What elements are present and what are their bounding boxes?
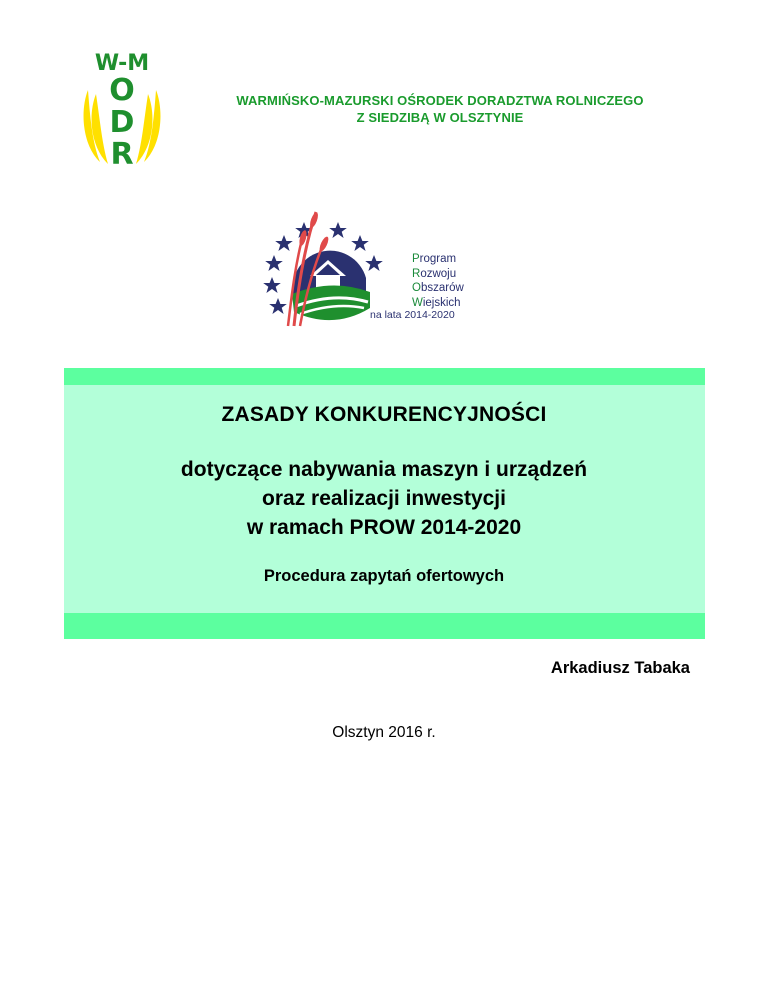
svg-text:R: R	[110, 137, 134, 168]
organization-name-line1: WARMIŃSKO-MAZURSKI OŚRODEK DORADZTWA ROLNICZEGO	[236, 93, 644, 108]
prow-line2-initial: R	[412, 267, 421, 280]
svg-text:D: D	[109, 105, 135, 140]
author-name: Arkadiusz Tabaka	[550, 659, 690, 677]
organization-name	[170, 92, 710, 126]
prow-line2-rest: ozwoju	[420, 267, 457, 280]
svg-text:W-M: W-M	[94, 51, 150, 76]
prow-line1-initial: P	[412, 253, 420, 265]
subtitle-line3: w ramach PROW 2014-2020	[246, 516, 522, 539]
svg-text:O: O	[109, 73, 135, 108]
wmodr-logo	[78, 50, 166, 168]
subtitle-line1: dotyczące nabywania maszyn i urządzeń	[180, 458, 588, 481]
title-box-top-band	[64, 368, 705, 385]
document-subtitle	[0, 455, 768, 542]
document-title: ZASADY KONKURENCYJNOŚCI	[221, 403, 547, 426]
prow-line3-rest: bszarów	[420, 282, 464, 294]
prow-line4-rest: iejskich	[422, 296, 461, 309]
place-and-date: Olsztyn 2016 r.	[332, 724, 436, 741]
title-box-bottom-band	[64, 613, 705, 639]
procedure-subheading: Procedura zapytań ofertowych	[263, 567, 505, 585]
prow-line4-initial: W	[412, 296, 423, 309]
prow-line1-rest: rogram	[419, 253, 457, 265]
prow-line3-initial: O	[412, 282, 421, 294]
prow-years: na lata 2014-2020	[370, 309, 455, 321]
subtitle-line2: oraz realizacji inwestycji	[262, 487, 506, 510]
organization-name-line2: Z SIEDZIBĄ W OLSZTYNIE	[356, 110, 524, 125]
prow-logo-text	[412, 252, 464, 310]
